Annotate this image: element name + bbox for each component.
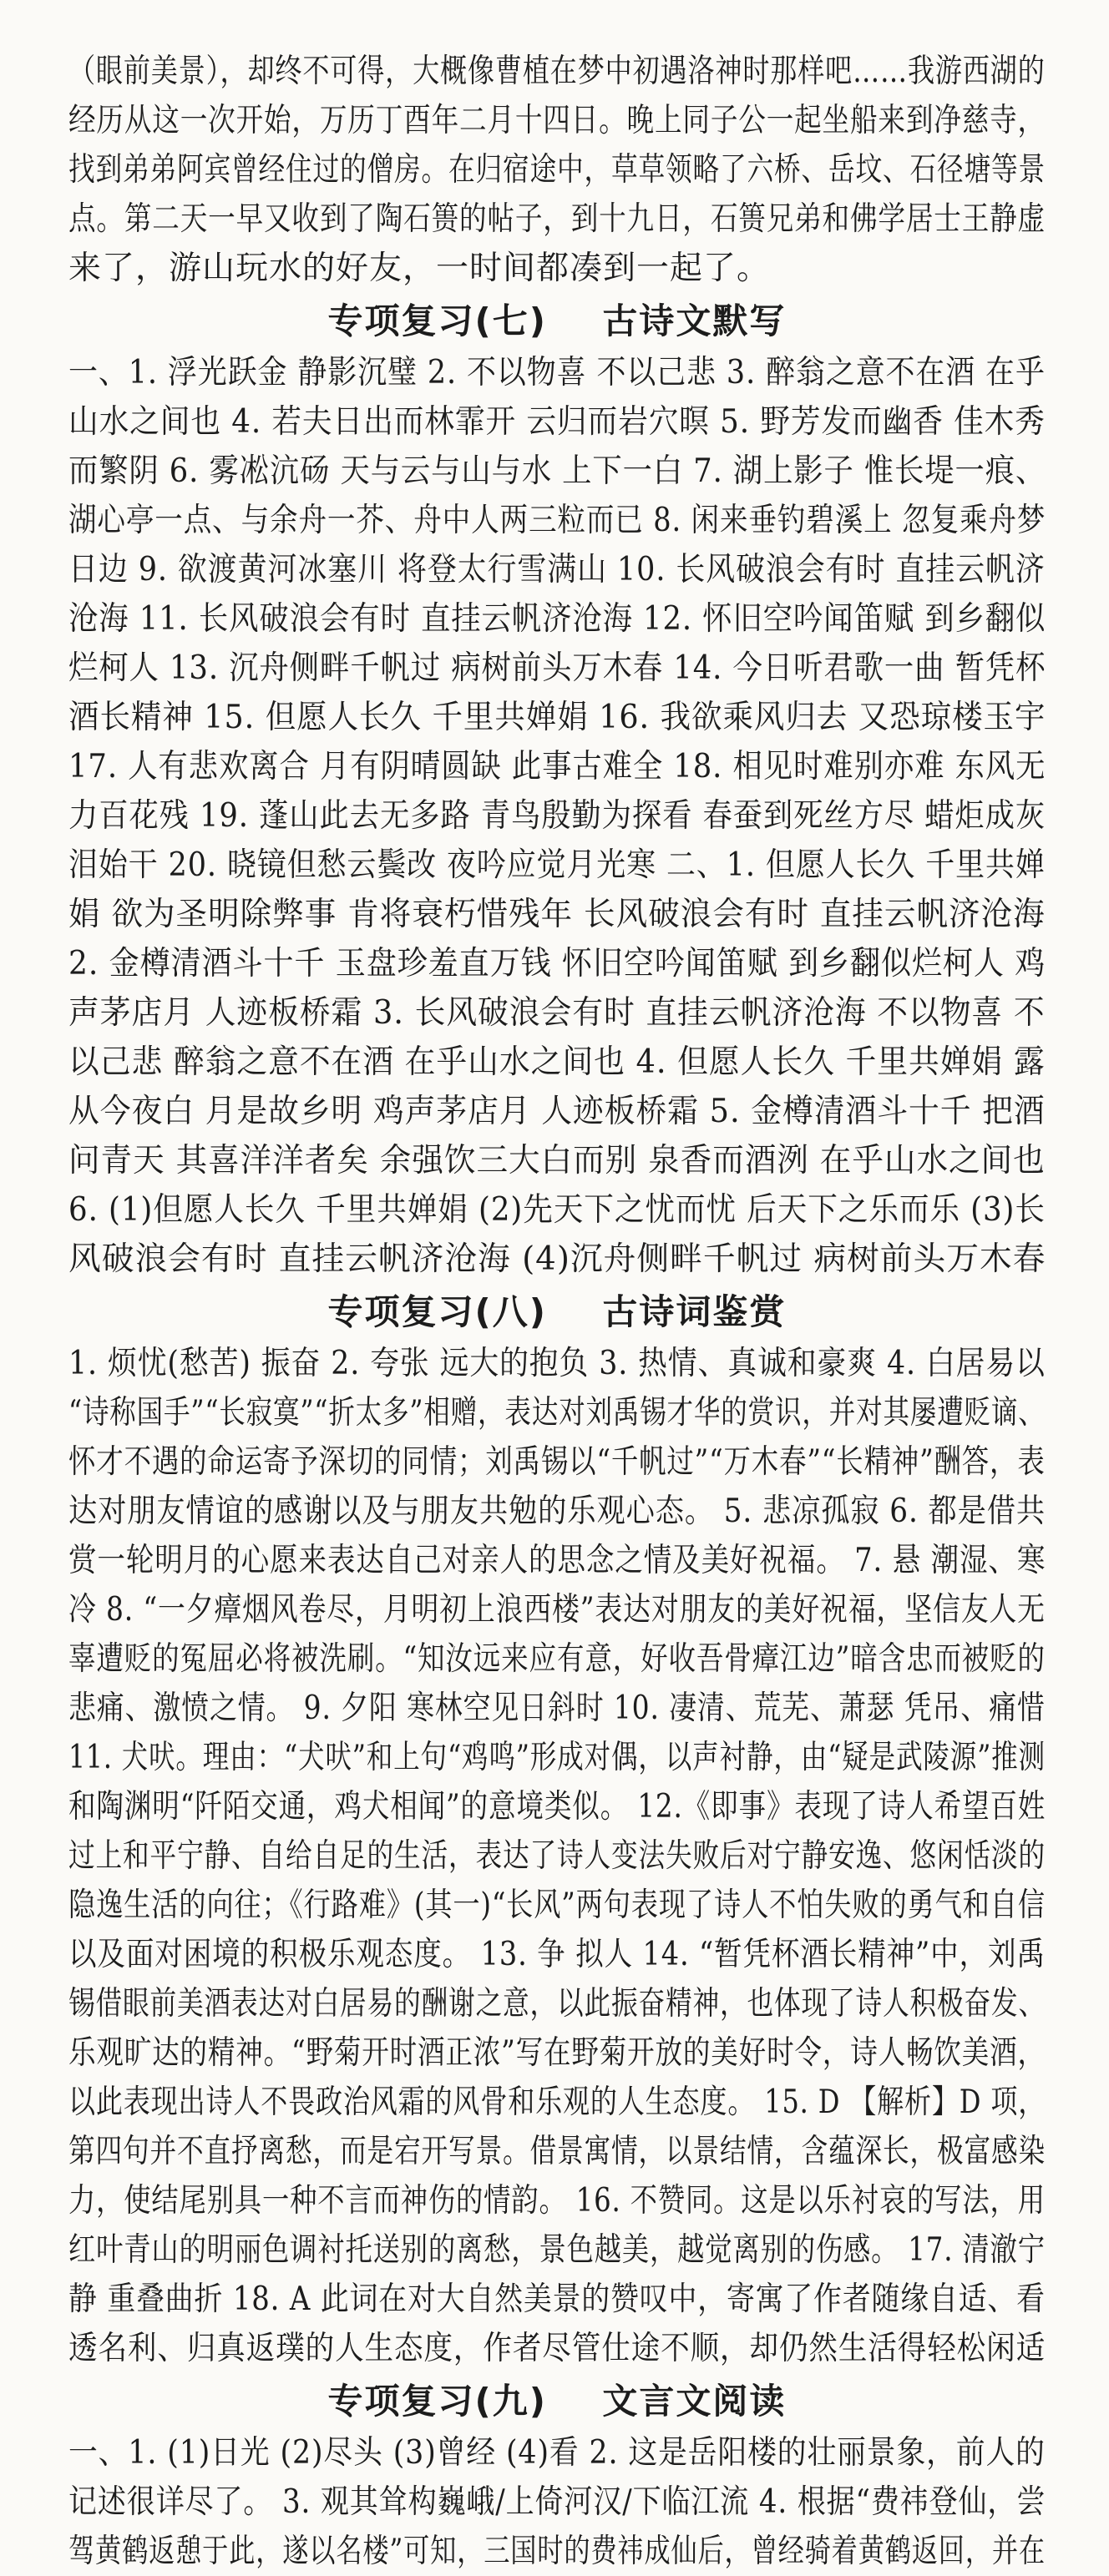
answer-line: 力，使结尾别具一种不言而神伤的情韵。 16. 不赞同。这是以乐衬哀的写法，用 bbox=[68, 2182, 1046, 2220]
answer-line: 17. 人有悲欢离合 月有阴晴圆缺 此事古难全 18. 相见时难别亦难 东风无 bbox=[68, 748, 1046, 785]
answer-line: 悲痛、激愤之情。 9. 夕阳 寒林空见日斜时 10. 凄清、荒芜、萧瑟 凭吊、痛惜 bbox=[68, 1690, 1046, 1727]
answer-line: 以及面对困境的积极乐观态度。 13. 争 拟人 14. “暂凭杯酒长精神”中，刘禹 bbox=[68, 1936, 1046, 1973]
answer-line: 过上和平宁静、自给自足的生活，表达了诗人变法失败后对宁静安逸、悠闲恬淡的 bbox=[68, 1837, 1046, 1875]
answer-line: 透名利、归真返璞的人生态度，作者尽管仕途不顺，却仍然生活得轻松闲适 bbox=[68, 2330, 1046, 2367]
intro-line: 点。第二天一早又收到了陶石篑的帖子，到十九日，石篑兄弟和佛学居士王静虚 bbox=[68, 200, 1046, 238]
section-title: 专项复习(七) 古诗文默写 bbox=[327, 301, 787, 341]
answer-line: 1. 烦忧(愁苦) 振奋 2. 夸张 远大的抱负 3. 热情、真诚和豪爽 4. 白居易以 bbox=[68, 1345, 1046, 1382]
answer-line: 红叶青山的明丽色调衬托送别的离愁，景色越美，越觉离别的伤感。 17. 清澈宁 bbox=[68, 2231, 1046, 2269]
answer-line: 辜遭贬的冤屈必将被洗刷。“知汝远来应有意，好收吾骨瘴江边”暗含忠而被贬的 bbox=[68, 1640, 1046, 1678]
intro-paragraph bbox=[68, 47, 1046, 293]
answer-line: 怀才不遇的命运寄予深切的同情；刘禹锡以“千帆过”“万木春”“长精神”酬答，表 bbox=[68, 1443, 1046, 1481]
answer-line: 以己悲 醉翁之意不在酒 在乎山水之间也 4. 但愿人长久 千里共婵娟 露 bbox=[68, 1043, 1046, 1081]
answer-line: 山水之间也 4. 若夫日出而林霏开 云归而岩穴暝 5. 野芳发而幽香 佳木秀 bbox=[68, 403, 1046, 441]
answer-line: 隐逸生活的向往；《行路难》(其一)“长风”两句表现了诗人不怕失败的勇气和自信 bbox=[68, 1887, 1046, 1924]
answer-line: 烂柯人 13. 沉舟侧畔千帆过 病树前头万木春 14. 今日听君歌一曲 暂凭杯 bbox=[68, 649, 1046, 687]
answer-line: 静 重叠曲折 18. A 此词在对大自然美景的赞叹中，寄寓了作者随缘自适、看 bbox=[68, 2281, 1046, 2318]
answer-line: 达对朋友情谊的感谢以及与朋友共勉的乐观心态。 5. 悲凉孤寂 6. 都是借共 bbox=[68, 1493, 1046, 1530]
intro-line: 经历从这一次开始，万历丁酉年二月十四日。晚上同子公一起坐船来到净慈寺， bbox=[68, 102, 1046, 139]
answer-line: 泪始干 20. 晓镜但愁云鬓改 夜吟应觉月光寒 二、1. 但愿人长久 千里共婵 bbox=[68, 846, 1046, 884]
answer-line: 声茅店月 人迹板桥霜 3. 长风破浪会有时 直挂云帆济沧海 不以物喜 不 bbox=[68, 994, 1046, 1032]
answer-line: 11. 犬吠。理由：“犬吠”和上句“鸡鸣”形成对偶，以声衬静，由“疑是武陵源”推测 bbox=[68, 1739, 1046, 1776]
sections-container bbox=[68, 295, 1046, 2576]
answer-line: 而繁阴 6. 雾凇沆砀 天与云与山与水 上下一白 7. 湖上影子 惟长堤一痕、 bbox=[68, 452, 1046, 490]
intro-line: 来了，游山玩水的好友，一时间都凑到一起了。 bbox=[68, 250, 771, 287]
section bbox=[68, 295, 1046, 1284]
intro-line: （眼前美景），却终不可得，大概像曹植在梦中初遇洛神时那样吧……我游西湖的 bbox=[68, 53, 1046, 90]
answer-line: 2. 金樽清酒斗十千 玉盘珍羞直万钱 怀旧空吟闻笛赋 到乡翻似烂柯人 鸡 bbox=[68, 945, 1046, 982]
answer-line: 一、1. (1)日光 (2)尽头 (3)曾经 (4)看 2. 这是岳阳楼的壮丽景象，前人的 bbox=[68, 2434, 1046, 2472]
answer-line: 冷 8. “一夕瘴烟风卷尽，月明初上浪西楼”表达对朋友的美好祝福，坚信友人无 bbox=[68, 1591, 1046, 1629]
answer-line: 娟 欲为圣明除弊事 肯将衰朽惜残年 长风破浪会有时 直挂云帆济沧海 bbox=[68, 896, 1046, 933]
answer-line: 风破浪会有时 直挂云帆济沧海 (4)沉舟侧畔千帆过 病树前头万木春 bbox=[68, 1240, 1046, 1278]
answer-line: 锡借眼前美酒表达对白居易的酬谢之意，以此振奋精神，也体现了诗人积极奋发、 bbox=[68, 1985, 1046, 2023]
answer-line: 6. (1)但愿人长久 千里共婵娟 (2)先天下之忧而忧 后天下之乐而乐 (3)长 bbox=[68, 1191, 1046, 1229]
answer-line: 和陶渊明“阡陌交通，鸡犬相闻”的意境类似。 12.《即事》表现了诗人希望百姓 bbox=[68, 1788, 1046, 1826]
answer-line: 日边 9. 欲渡黄河冰塞川 将登太行雪满山 10. 长风破浪会有时 直挂云帆济 bbox=[68, 551, 1046, 588]
answer-line: 赏一轮明月的心愿来表达自己对亲人的思念之情及美好祝福。 7. 悬 潮湿、寒 bbox=[68, 1542, 1046, 1579]
answer-line: 酒长精神 15. 但愿人长久 千里共婵娟 16. 我欲乘风归去 又恐琼楼玉宇 bbox=[68, 699, 1046, 736]
answer-line: 第四句并不直抒离愁，而是宕开写景。借景寓情，以景结情，含蕴深长，极富感染 bbox=[68, 2133, 1046, 2170]
section bbox=[68, 2375, 1046, 2576]
answer-line: 从今夜白 月是故乡明 鸡声茅店月 人迹板桥霜 5. 金樽清酒斗十千 把酒 bbox=[68, 1093, 1046, 1130]
answer-line: 沧海 11. 长风破浪会有时 直挂云帆济沧海 12. 怀旧空吟闻笛赋 到乡翻似 bbox=[68, 600, 1046, 638]
answer-line: 力百花残 19. 蓬山此去无多路 青鸟殷勤为探看 春蚕到死丝方尽 蜡炬成灰 bbox=[68, 797, 1046, 835]
answer-line: 湖心亭一点、与余舟一芥、舟中人两三粒而已 8. 闲来垂钓碧溪上 忽复乘舟梦 bbox=[68, 502, 1046, 539]
answer-line: 问青天 其喜洋洋者矣 余强饮三大白而别 泉香而酒洌 在乎山水之间也 bbox=[68, 1142, 1046, 1179]
answer-line: 一、1. 浮光跃金 静影沉璧 2. 不以物喜 不以己悲 3. 醉翁之意不在酒 在乎 bbox=[68, 354, 1046, 391]
section bbox=[68, 1285, 1046, 2373]
answer-line: “诗称国手”“长寂寞”“折太多”相赠，表达对刘禹锡才华的赏识，并对其屡遭贬谪、 bbox=[68, 1394, 1046, 1432]
section-title: 专项复习(八) 古诗词鉴赏 bbox=[327, 1291, 787, 1332]
answer-line: 驾黄鹤返憩于此，遂以名楼”可知，三国时的费祎成仙后，曾经骑着黄鹤返回，并在 bbox=[68, 2533, 1046, 2570]
section-title: 专项复习(九) 文言文阅读 bbox=[327, 2381, 787, 2422]
intro-line: 找到弟弟阿宾曾经住过的僧房。在归宿途中，草草领略了六桥、岳坟、石径塘等景 bbox=[68, 151, 1046, 189]
answer-line: 以此表现出诗人不畏政治风霜的风骨和乐观的人生态度。 15. D 【解析】D 项， bbox=[68, 2084, 1046, 2121]
text-column bbox=[68, 47, 1046, 2576]
answer-line: 乐观旷达的精神。“野菊开时酒正浓”写在野菊开放的美好时令，诗人畅饮美酒， bbox=[68, 2034, 1046, 2072]
answer-line: 记述很详尽了。 3. 观其耸构巍峨/上倚河汉/下临江流 4. 根据“费祎登仙，尝 bbox=[68, 2483, 1046, 2521]
